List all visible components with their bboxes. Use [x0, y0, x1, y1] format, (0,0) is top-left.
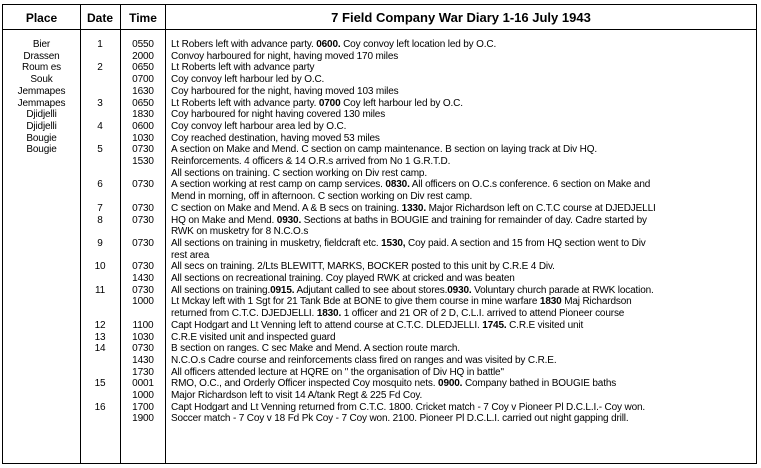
time-cell: 0730: [132, 144, 154, 156]
place-cell: Djidjelli: [26, 109, 57, 121]
time-cell: 0001: [132, 378, 154, 390]
entry-line: [171, 367, 754, 379]
entry-line: [171, 378, 754, 390]
time-cell: 1430: [132, 354, 154, 366]
entry-time-ref: 0915.: [270, 284, 295, 296]
time-cell: 0730: [132, 202, 154, 214]
entry-text: Coy left harbour led by O.C.: [340, 97, 463, 109]
entry-line: [171, 39, 754, 51]
entry-line: [171, 215, 754, 227]
entry-line: [171, 355, 754, 367]
entry-line: [171, 168, 754, 180]
entry-text: All sections on training.: [171, 284, 271, 296]
time-cell: 2000: [132, 50, 154, 62]
entry-text: Sections at baths in BOUGIE and training for remainder of day. Cadre started by: [301, 214, 647, 226]
entry-line: [171, 320, 754, 332]
date-cell: 11: [94, 284, 106, 296]
time-cell: 0730: [132, 343, 154, 355]
place-cell: Bougie: [26, 144, 57, 156]
entry-text: B section on ranges. C sec Make and Mend. A section route march.: [171, 343, 460, 355]
time-cell: 0730: [132, 179, 154, 191]
entry-text: All sections on recreational training. Coy played RWK at cricked and was beaten: [171, 273, 515, 284]
entry-text: Coy reached destination, having moved 53 miles: [171, 132, 380, 144]
entry-line: [171, 74, 754, 86]
war-diary-table: [2, 4, 757, 464]
time-cell: 1830: [132, 109, 154, 121]
time-cell: 0650: [132, 97, 154, 109]
time-cell: 1900: [132, 413, 154, 425]
entry-text: All officers attended lecture at HQRE on " the organisation of Div HQ in battle": [171, 366, 504, 378]
date-cell: 3: [97, 97, 103, 109]
date-cell: 15: [94, 378, 106, 390]
entry-line: [171, 402, 754, 414]
entry-line: [171, 261, 754, 273]
column-divider: [165, 5, 166, 463]
entry-line: [171, 144, 754, 156]
entry-text: rest area: [171, 249, 210, 261]
entry-text: A section on Make and Mend. C section on camp maintenance. B section on laying track at Div HQ.: [171, 144, 597, 156]
place-cell: Bier: [32, 39, 51, 50]
date-cell: 6: [97, 179, 103, 191]
entry-line: [171, 238, 754, 250]
entry-time-ref: 0600.: [316, 39, 341, 50]
time-cell: 1430: [132, 273, 154, 284]
time-cell: 0700: [132, 74, 154, 86]
entry-text: All sections on training in musketry, fieldcraft etc.: [171, 237, 382, 249]
date-cell: 12: [94, 319, 106, 331]
entry-text: All secs on training. 2/Lts BLEWITT, MARKS, BOCKER posted to this unit by C.R.E 4 Div.: [171, 261, 555, 273]
entry-text: Coy convoy left harbour led by O.C.: [171, 74, 325, 86]
entry-line: [171, 109, 754, 121]
header-time: Time: [129, 11, 157, 25]
entry-time-ref: 1830.: [316, 308, 342, 320]
time-cell: 0730: [132, 237, 154, 249]
entry-text: Voluntary church parade at RWK location.: [471, 284, 654, 296]
date-cell: 8: [97, 214, 103, 226]
entry-text: Lt Roberts left with advance party.: [171, 97, 319, 109]
entry-text: Lt Robers left with advance party.: [171, 39, 317, 50]
entry-time-ref: 1830: [539, 296, 562, 308]
entry-line: [171, 285, 754, 297]
entry-line: [171, 98, 754, 110]
time-cell: 1000: [132, 390, 154, 401]
entry-text: Coy paid. A section and 15 from HQ section went to Div: [405, 237, 646, 249]
date-cell: 9: [97, 237, 103, 249]
entry-line: [171, 226, 754, 238]
time-cell: 0730: [132, 261, 154, 273]
entry-text: 1 officer and 21 OR of 2 D, C.L.I. arrived to attend Pioneer course: [341, 308, 625, 320]
time-cell: 0730: [132, 214, 154, 226]
header-date: Date: [86, 11, 113, 25]
time-cell: 1030: [132, 132, 154, 144]
entry-line: [171, 191, 754, 203]
entry-line: [171, 179, 754, 191]
header-place: Place: [25, 11, 58, 25]
entry-text: N.C.O.s Cadre course and reinforcements class fired on ranges and was visited by C.R.E.: [171, 354, 557, 366]
header-divider: [3, 29, 756, 30]
time-cell: 1630: [132, 85, 154, 97]
time-cell: 1730: [132, 366, 154, 378]
place-cell: Drassen: [23, 50, 60, 62]
date-cell: 10: [94, 261, 106, 273]
entry-time-ref: 0930.: [447, 284, 472, 296]
diary-title: 7 Field Company War Diary 1-16 July 1943: [331, 10, 591, 25]
entry-text: Major Richardson left to visit 14 A/tank Regt & 225 Fd Coy.: [171, 390, 423, 401]
entry-time-ref: 0700: [318, 97, 341, 109]
entry-text: Lt Roberts left with advance party: [171, 62, 315, 74]
time-cell: 0600: [132, 120, 154, 132]
entry-text: Capt Hodgart and Lt Venning returned from C.T.C. 1800. Cricket match - 7 Coy v Pioneer Pl D.C.L.I.- Coy won.: [171, 401, 646, 413]
entry-line: [171, 121, 754, 133]
entry-text: Maj Richardson: [561, 296, 632, 308]
date-cell: 2: [97, 62, 103, 74]
entry-text: Soccer match - 7 Coy v 18 Fd Pk Coy - 7 Coy won. 2100. Pioneer Pl D.C.L.I. carried out night gapping drill.: [171, 413, 629, 425]
time-cell: 1100: [132, 319, 154, 331]
entry-text: Convoy harboured for night, having moved 170 miles: [171, 50, 399, 62]
entry-line: [171, 86, 754, 98]
entry-line: [171, 343, 754, 355]
entry-line: [171, 308, 754, 320]
time-cell: 0730: [132, 284, 154, 296]
entry-time-ref: 1330.: [401, 202, 426, 214]
entry-text: C.R.E visited unit and inspected guard: [171, 331, 336, 343]
entry-line: [171, 296, 754, 308]
entry-text: Reinforcements. 4 officers & 14 O.R.s arrived from No 1 G.R.T.D.: [171, 156, 451, 167]
entry-text: HQ on Make and Mend.: [171, 214, 277, 226]
entry-text: All sections on training. C section working on Div rest camp.: [171, 167, 427, 179]
entry-text: Lt Mckay left with 1 Sgt for 21 Tank Bde at BONE to give them course in mine warfare: [171, 296, 540, 308]
time-cell: 1700: [132, 401, 154, 413]
entry-line: [171, 273, 754, 285]
time-cell: 0650: [132, 62, 154, 74]
entry-line: [171, 203, 754, 215]
date-cell: 4: [97, 120, 103, 132]
entry-text: Coy convoy left location led by O.C.: [340, 39, 497, 50]
entry-line: [171, 413, 754, 425]
place-cell: Jemmapes: [17, 97, 66, 109]
place-cell: Roum es: [22, 62, 61, 74]
entry-text: RWK on musketry for 8 N.C.O.s: [171, 226, 309, 238]
entry-line: [171, 62, 754, 74]
entry-text: Major Richardson left on C.T.C course at DJEDJELLI: [425, 202, 656, 214]
time-cell: 1000: [132, 296, 154, 308]
entry-text: Coy convoy left harbour area led by O.C.: [171, 120, 347, 132]
date-cell: 13: [94, 331, 106, 343]
entry-time-ref: 0930.: [276, 214, 302, 226]
entry-time-ref: 0900.: [438, 378, 463, 390]
entry-text: All officers on O.C.s conference. 6 section on Make and: [409, 179, 651, 191]
date-cell: 7: [97, 202, 103, 214]
date-cell: 14: [94, 343, 106, 355]
time-cell: 1530: [132, 156, 154, 167]
entry-text: C section on Make and Mend. A & B secs on training.: [171, 202, 402, 214]
entry-text: returned from C.T.C. DJEDJELLI.: [171, 308, 317, 320]
entry-line: [171, 390, 754, 402]
entry-text: Adjutant called to see about stores.: [294, 284, 448, 296]
entry-time-ref: 1745.: [482, 319, 507, 331]
entry-text: A section working at rest camp on camp services.: [171, 179, 386, 191]
date-cell: 1: [97, 39, 103, 50]
entry-time-ref: 0830.: [385, 179, 410, 191]
place-cell: Djidjelli: [26, 120, 57, 132]
entry-line: [171, 250, 754, 262]
entry-text: Coy harboured for night having covered 130 miles: [171, 109, 386, 121]
time-cell: 0550: [132, 39, 154, 50]
place-cell: Souk: [30, 74, 53, 86]
entry-text: Coy harboured for the night, having moved 103 miles: [171, 85, 399, 97]
entry-time-ref: 1530,: [381, 237, 406, 249]
entry-text: Mend in morning, off in afternoon. C section working on Div rest camp.: [171, 191, 473, 203]
date-cell: 5: [97, 144, 103, 156]
entry-line: [171, 133, 754, 145]
place-cell: Jemmapes: [17, 85, 66, 97]
date-cell: 16: [94, 401, 106, 413]
entry-text: RMO, O.C., and Orderly Officer inspected Coy mosquito nets.: [171, 378, 439, 390]
entry-line: [171, 332, 754, 344]
place-cell: Bougie: [26, 132, 57, 144]
entry-line: [171, 51, 754, 63]
entry-text: C.R.E visited unit: [506, 319, 584, 331]
entry-text: Capt Hodgart and Lt Venning left to attend course at C.T.C. DLEDJELLI.: [171, 319, 483, 331]
entry-text: Company bathed in BOUGIE baths: [462, 378, 617, 390]
time-cell: 1030: [132, 331, 154, 343]
entry-line: [171, 156, 754, 168]
